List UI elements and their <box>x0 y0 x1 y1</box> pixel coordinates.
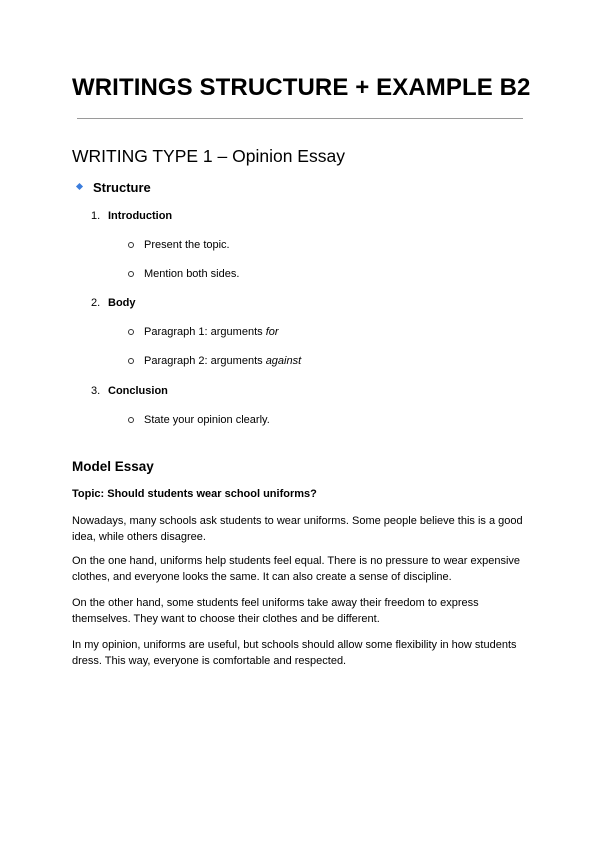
section-heading: WRITING TYPE 1 – Opinion Essay <box>72 146 345 166</box>
circle-bullet-icon <box>128 242 134 248</box>
sub-item-plain: Paragraph 1: arguments <box>144 326 266 338</box>
item-label: Introduction <box>108 210 173 222</box>
essay-topic: Topic: Should students wear school uniforms? <box>72 488 317 500</box>
item-label: Body <box>108 297 136 309</box>
sub-item-emphasis: against <box>265 355 302 367</box>
sub-item-emphasis: for <box>265 326 279 338</box>
essay-paragraph: On the one hand, uniforms help students feel equal. There is no pressure to wear expensive clothes, and everyone looks the same. It can also create a sense of discipline. <box>72 555 521 583</box>
sub-item-plain: Paragraph 2: arguments <box>144 355 266 367</box>
diamond-bullet-icon <box>76 183 83 190</box>
item-number: 2. <box>91 297 101 309</box>
circle-bullet-icon <box>128 358 134 364</box>
circle-bullet-icon <box>128 417 134 423</box>
structure-label: Structure <box>93 180 151 195</box>
circle-bullet-icon <box>128 329 134 335</box>
horizontal-rule <box>77 118 523 119</box>
sub-item-text <box>144 354 301 369</box>
sub-item-text: Mention both sides. <box>144 268 240 280</box>
item-label: Conclusion <box>108 385 168 397</box>
essay-paragraph: On the other hand, some students feel uniforms take away their freedom to express themselves. They want to choose their clothes and be different. <box>72 597 479 625</box>
sub-item-text: State your opinion clearly. <box>144 414 270 426</box>
circle-bullet-icon <box>128 271 134 277</box>
sub-item-text: Present the topic. <box>144 239 230 251</box>
document-title: WRITINGS STRUCTURE + EXAMPLE B2 <box>72 74 531 101</box>
essay-paragraph: In my opinion, uniforms are useful, but schools should allow some flexibility in how students dress. This way, everyone is comfortable and respected. <box>72 639 517 667</box>
item-number: 1. <box>91 210 101 222</box>
sub-item-text <box>144 325 279 340</box>
model-essay-heading: Model Essay <box>72 459 154 474</box>
essay-paragraph: Nowadays, many schools ask students to wear uniforms. Some people believe this is a good idea, while others disagree. <box>72 515 523 543</box>
item-number: 3. <box>91 385 101 397</box>
